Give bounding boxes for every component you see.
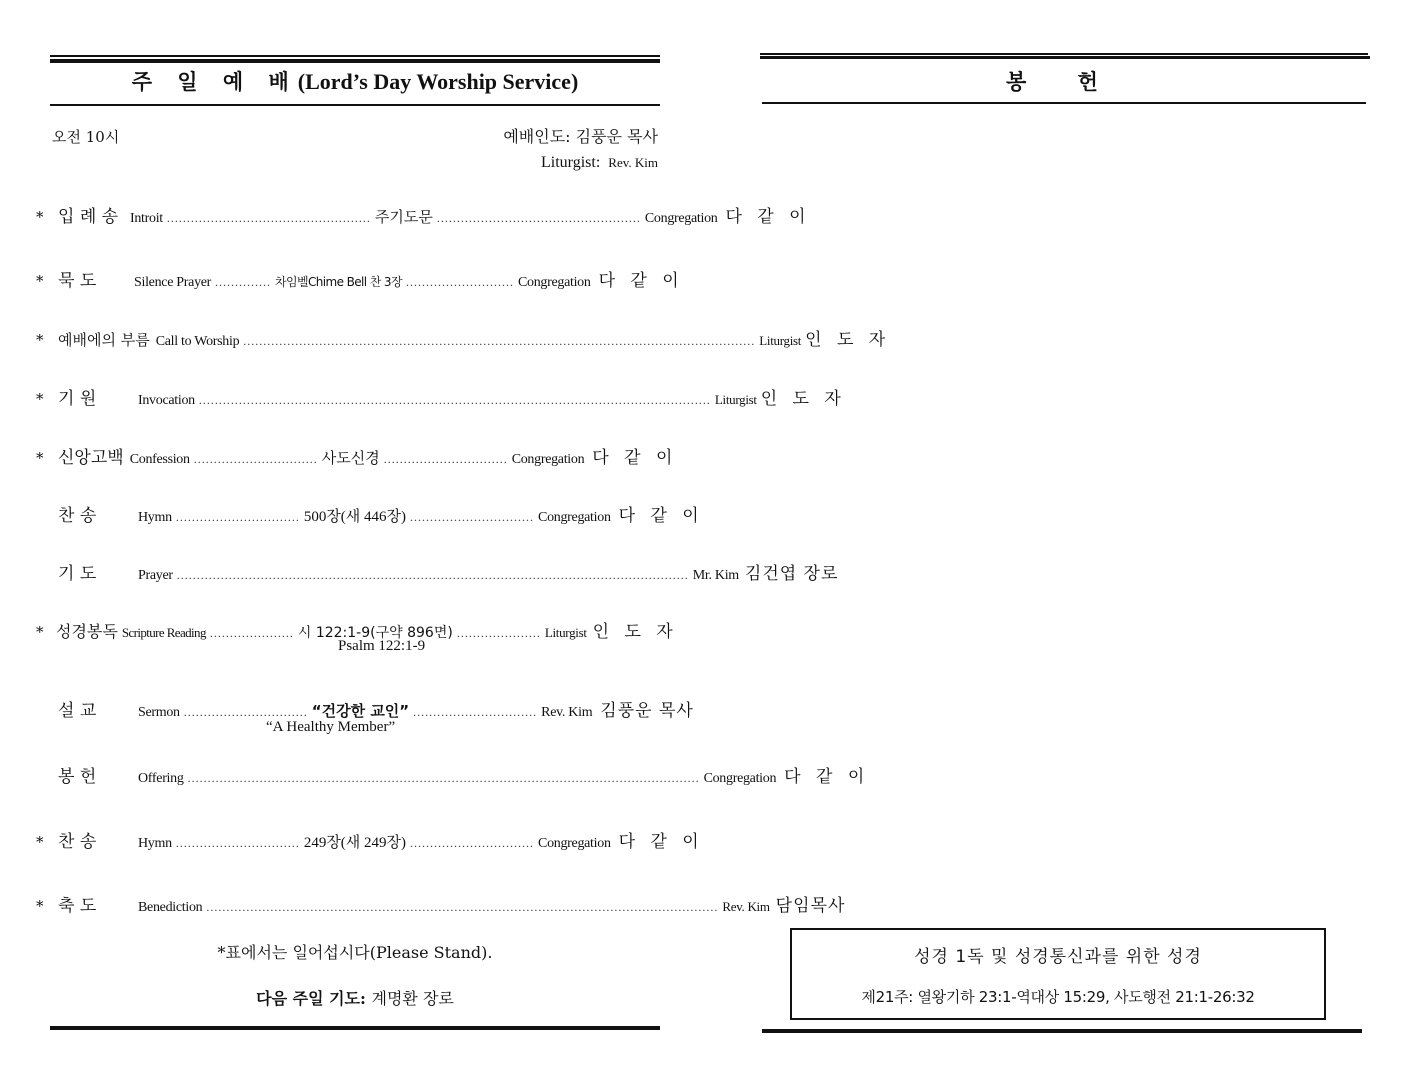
list-item: * 묵 도 Silence Prayer .............. 차임벨Chime Bell 찬 3장 ........................... Congregation 다 같 이: [36, 271, 684, 291]
list-item: * 예배에의 부름 Call to Worship ................................................................................................................................ Liturgist 인 도 자: [36, 330, 891, 350]
page-title: [50, 66, 660, 96]
sermon-english: “A Healthy Member”: [266, 719, 396, 735]
title-korean: 주 일 예 배: [131, 70, 298, 94]
liturgist-korean: 예배인도: 김풍운 목사: [503, 127, 658, 146]
next-week-prayer: 다음 주일 기도: 계명환 장로: [256, 989, 454, 1008]
top-rule-thick: [50, 59, 660, 63]
bible-reading-box: [790, 928, 1326, 1020]
title-english: (Lord’s Day Worship Service): [297, 69, 579, 94]
list-item: 봉 헌 Offering ................................................................................................................................ Congregation 다 같 이: [58, 767, 870, 787]
right-top-rule-thin: [760, 53, 1368, 55]
list-item: * 기 원 Invocation ................................................................................................................................ Liturgist 인 도 자: [36, 389, 846, 409]
list-item: 기 도 Prayer ................................................................................................................................ Mr. Kim 김건엽 장로: [58, 564, 839, 584]
offering-title: 봉 헌: [1006, 70, 1120, 94]
list-item: * 성경봉독 Scripture Reading ..................... 시 122:1-9(구약 896면) ..................... Liturgist 인 도 자: [36, 622, 678, 642]
list-item: * 축 도 Benediction ................................................................................................................................ Rev. Kim 담임목사: [36, 896, 846, 916]
list-item: * 입 례 송 Introit ................................................... 주기도문 ................................................... Congregation 다 같 이: [36, 207, 811, 227]
top-rule-thin: [50, 55, 660, 57]
right-bottom-rule: [762, 1029, 1362, 1033]
right-top-rule-thick: [760, 56, 1370, 59]
list-item: 설 교 Sermon ............................... “건강한 교인” ............................... Rev. Kim 김풍운 목사: [58, 701, 694, 721]
liturgist-info: [503, 124, 658, 176]
list-item: * 찬 송 Hymn ............................... 249장(새 249장) ............................... Congregation 다 같 이: [36, 832, 704, 852]
list-item: * 신앙고백 Confession ............................... 사도신경 ............................... Congregation 다 같 이: [36, 448, 678, 468]
liturgist-english: Liturgist: Rev. Kim: [541, 154, 658, 171]
bible-reading-text: 제21주: 열왕기하 23:1-역대상 15:29, 사도행전 21:1-26:32: [861, 988, 1255, 1006]
stand-note: *표에서는 일어섭시다(Please Stand).: [217, 943, 493, 962]
service-time: 오전 10시: [52, 128, 120, 146]
list-item: 찬 송 Hymn ............................... 500장(새 446장) ............................... Congregation 다 같 이: [58, 506, 704, 526]
title-underline: [50, 104, 660, 106]
right-title-underline: [762, 102, 1366, 104]
bible-reading-title: 성경 1독 및 성경통신과를 위한 성경: [914, 947, 1202, 967]
scripture-english: Psalm 122:1-9: [338, 638, 426, 654]
bottom-rule: [50, 1026, 660, 1030]
